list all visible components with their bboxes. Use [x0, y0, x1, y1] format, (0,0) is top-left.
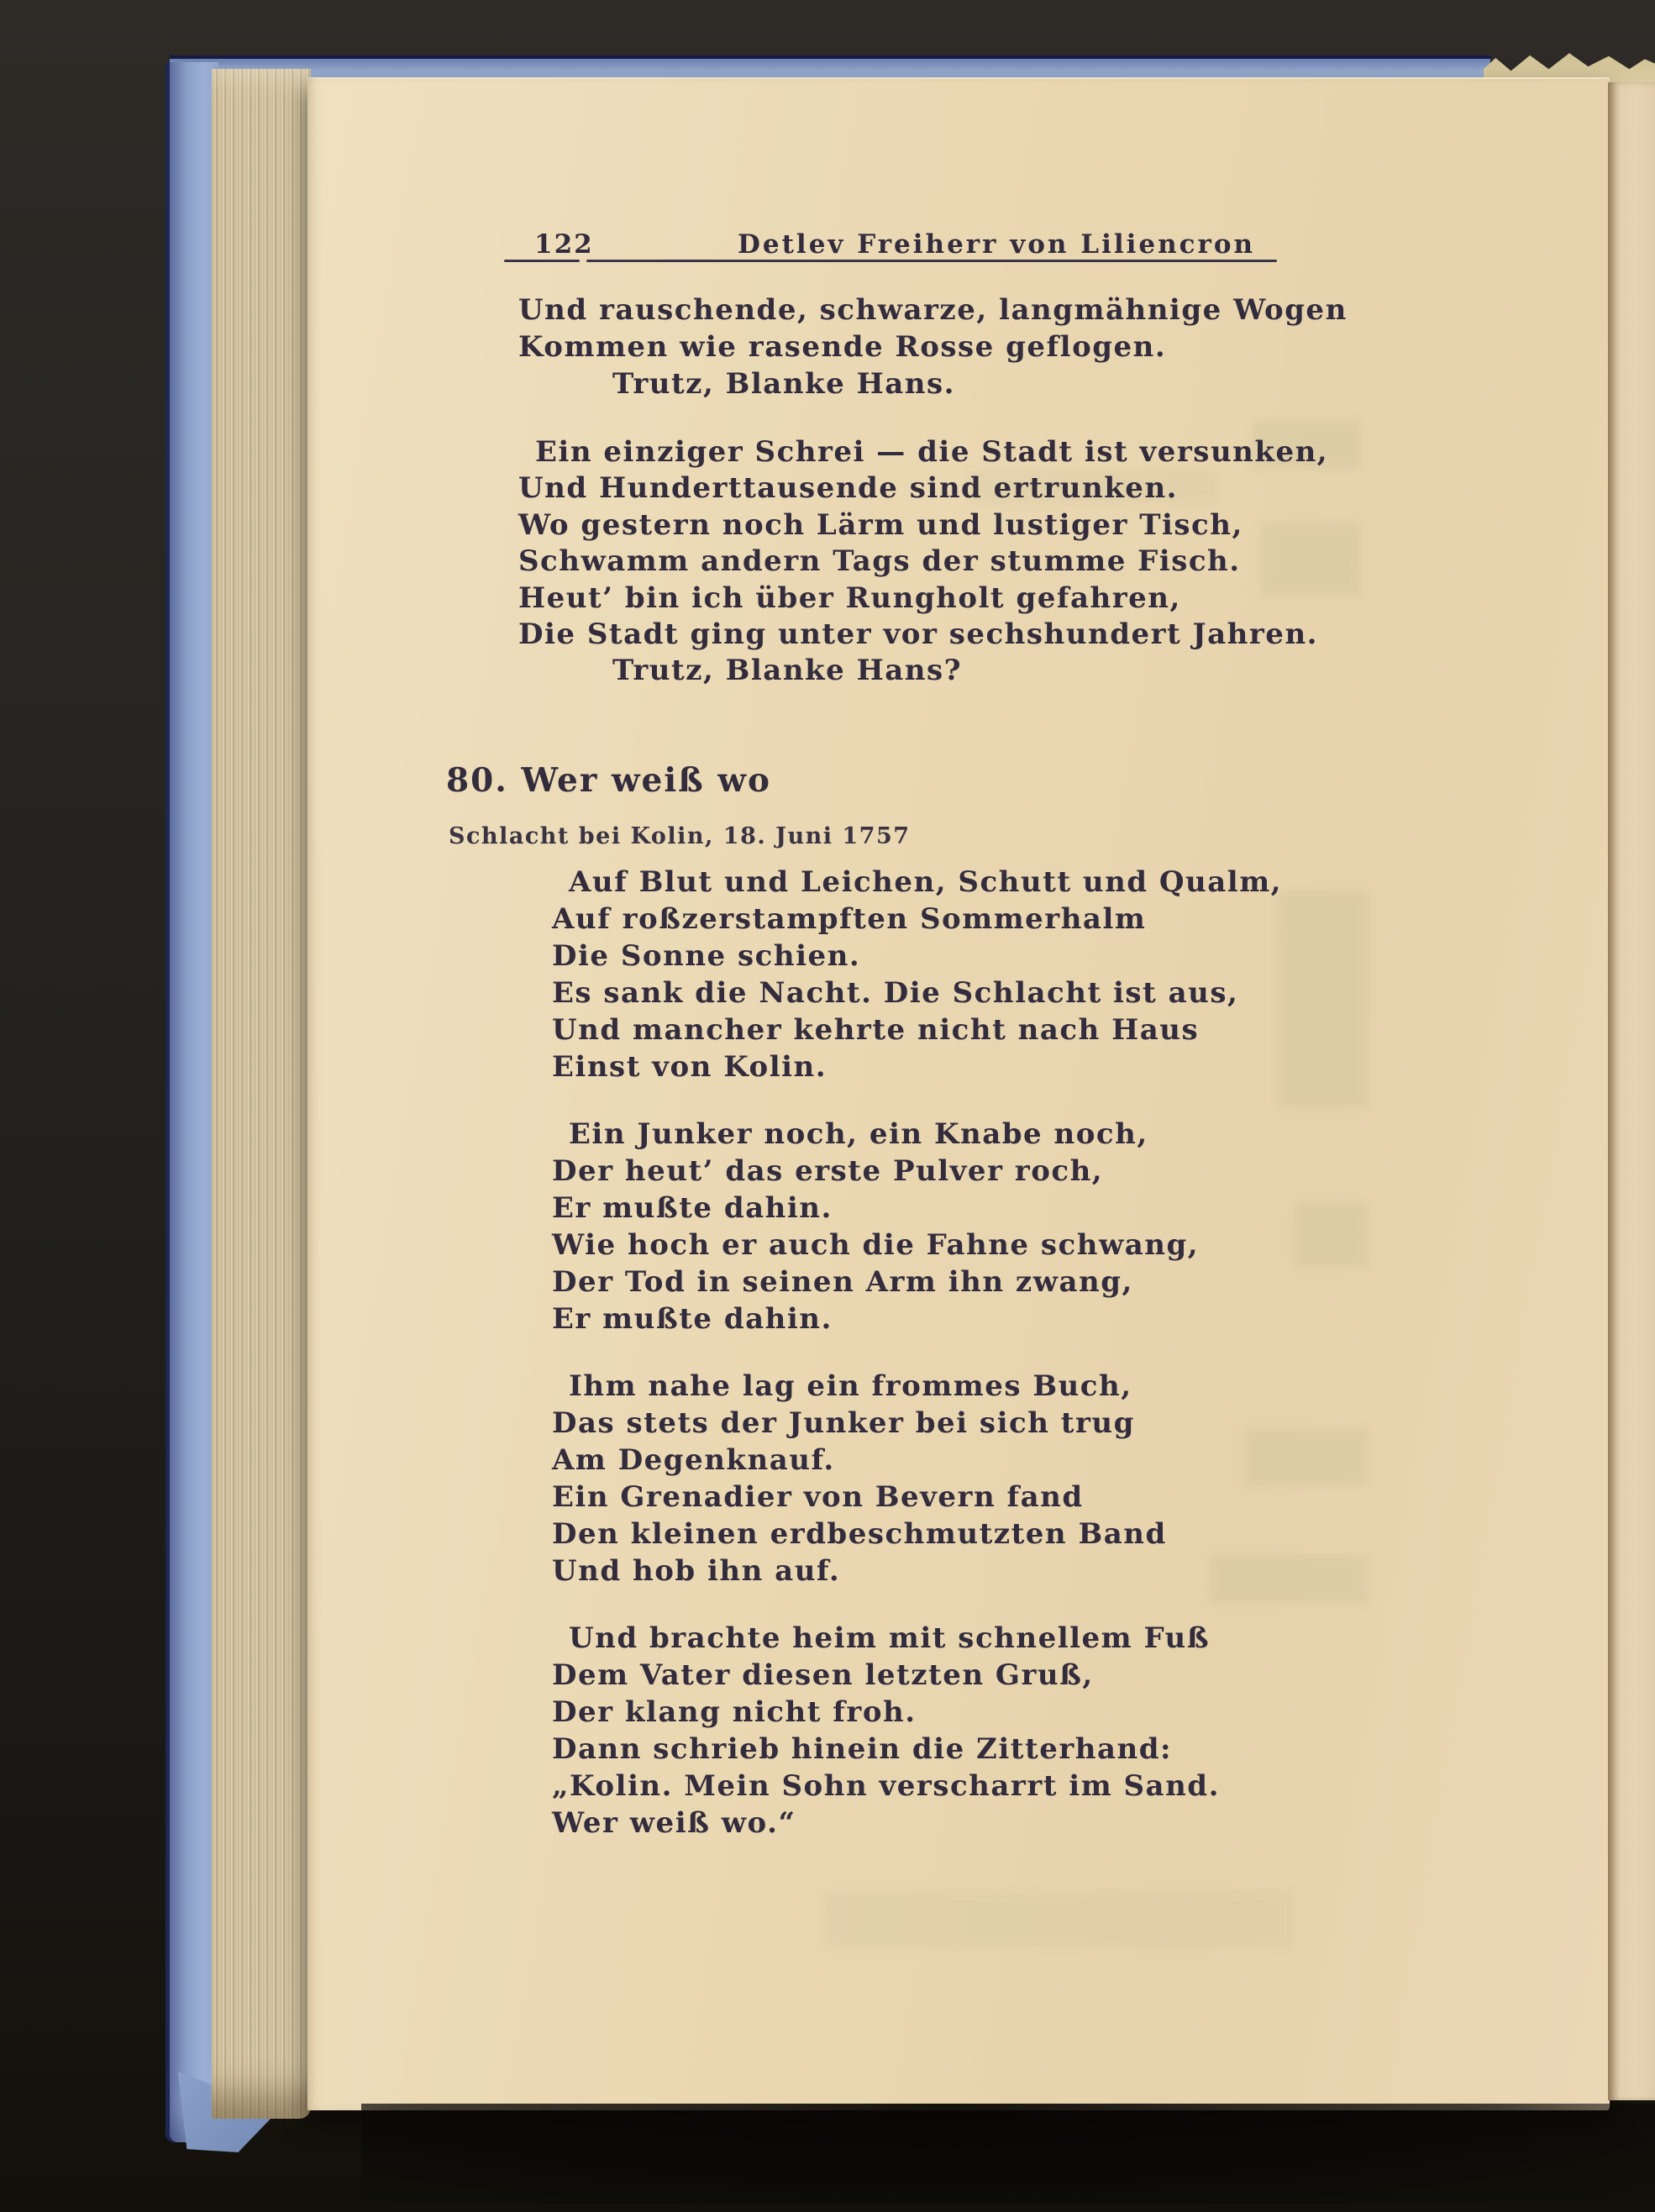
poem-line: Und mancher kehrte nicht nach Haus [552, 1013, 1200, 1047]
poem-line: Ein Grenadier von Bevern fand [552, 1480, 1084, 1514]
poem-line: Heut’ bin ich über Rungholt gefahren, [518, 581, 1181, 615]
poem-line: Er mußte dahin. [552, 1302, 833, 1336]
stanza [518, 292, 1348, 402]
poem-line: Und hob ihn auf. [552, 1554, 841, 1588]
poem-line: Einst von Kolin. [552, 1050, 828, 1084]
poem-line: Dem Vater diesen letzten Gruß, [552, 1658, 1094, 1692]
poem-line: Wie hoch er auch die Fahne schwang, [552, 1228, 1200, 1262]
poem-line: Und rauschende, schwarze, langmähnige Wogen [518, 293, 1348, 327]
header-rule-left [504, 260, 580, 262]
poem-line: Die Stadt ging unter vor sechshundert Jahren. [518, 617, 1318, 651]
poem-line: Am Degenknauf. [552, 1443, 835, 1477]
stanza [552, 1368, 1282, 1589]
poem-line: Wo gestern noch Lärm und lustiger Tisch, [518, 507, 1243, 542]
poem-line: Auf Blut und Leichen, Schutt und Qualm, [569, 865, 1283, 899]
poem-line: Wer weiß wo.“ [552, 1806, 796, 1840]
poem-wer-weiss-wo [552, 864, 1282, 1872]
poem-line: Trutz, Blanke Hans. [612, 367, 955, 401]
stanza [518, 434, 1328, 690]
poem-line: Schwamm andern Tags der stumme Fisch. [518, 544, 1241, 579]
poem-line: Der klang nicht froh. [552, 1695, 917, 1729]
poem-line: Ein einziger Schrei — die Stadt ist versunken, [535, 435, 1329, 469]
page-number: 122 [534, 229, 594, 260]
poem-line: Der heut’ das erste Pulver roch, [552, 1154, 1104, 1188]
poem-line: Dann schrieb hinein die Zitterhand: [552, 1732, 1173, 1766]
stanza [552, 1620, 1282, 1842]
poem-line: Und brachte heim mit schnellem Fuß [569, 1621, 1211, 1655]
poem-line: Es sank die Nacht. Die Schlacht ist aus, [552, 976, 1239, 1010]
poem-line: Die Sonne schien. [552, 939, 861, 973]
poem-line: Trutz, Blanke Hans? [612, 654, 963, 688]
header-rule-right [586, 260, 1277, 262]
poem-line: „Kolin. Mein Sohn verscharrt im Sand. [552, 1769, 1220, 1803]
poem-section-heading: 80. Wer weiß wo [446, 761, 771, 800]
poem-line: Auf roßzerstampften Sommerhalm [552, 902, 1147, 936]
running-title: Detlev Freiherr von Liliencron [738, 229, 1256, 260]
poem-section-subtitle: Schlacht bei Kolin, 18. Juni 1757 [449, 823, 911, 849]
poem-line: Kommen wie rasende Rosse geflogen. [518, 330, 1167, 364]
poem-line: Das stets der Junker bei sich trug [552, 1406, 1135, 1440]
poem-trutz-blanke-hans-stanza-2 [518, 434, 1328, 690]
poem-line: Der Tod in seinen Arm ihn zwang, [552, 1265, 1133, 1299]
stanza [552, 1116, 1282, 1337]
poem-line: Den kleinen erdbeschmutzten Band [552, 1517, 1167, 1551]
poem-line: Ein Junker noch, ein Knabe noch, [569, 1117, 1148, 1151]
poem-trutz-blanke-hans-stanza-1 [518, 292, 1348, 402]
poem-line: Und Hunderttausende sind ertrunken. [518, 471, 1178, 506]
poem-line: Er mußte dahin. [552, 1191, 833, 1225]
poem-line: Ihm nahe lag ein frommes Buch, [569, 1369, 1132, 1403]
stanza [552, 864, 1282, 1085]
